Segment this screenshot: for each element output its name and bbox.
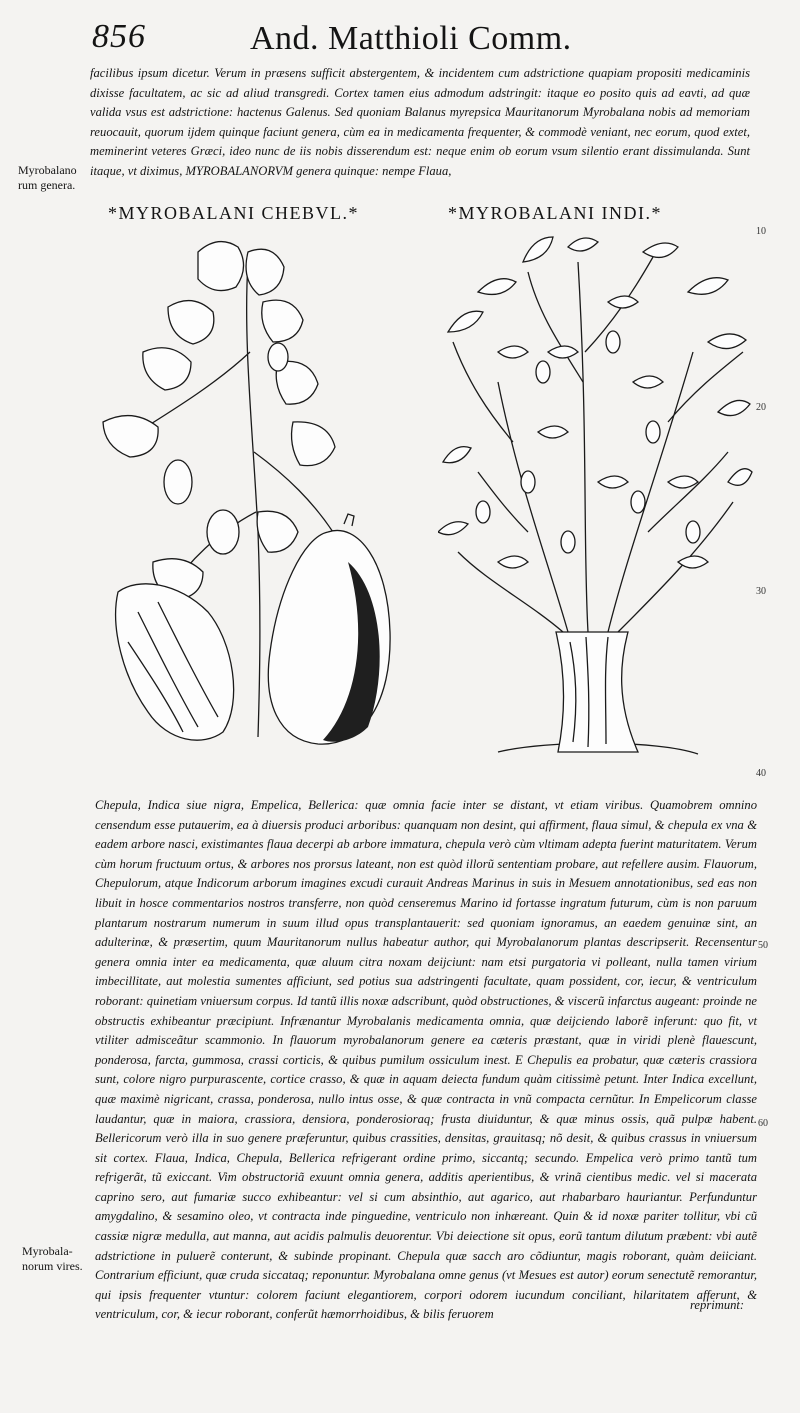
line-number: 50: [758, 940, 768, 951]
catchword: reprimunt:: [690, 1298, 745, 1312]
woodcut-myrobalani-chebul: [98, 232, 398, 752]
line-number: 10: [756, 226, 766, 237]
woodcut-myrobalani-indi: [438, 232, 756, 772]
margin-note-vires: Myrobala- norum vires.: [22, 1244, 83, 1273]
page-number: 856: [92, 18, 146, 55]
line-number: 30: [756, 586, 766, 597]
line-number: 60: [758, 1118, 768, 1129]
margin-note-genera: Myrobalano rum genera.: [18, 163, 77, 192]
figure-title-indi: *MYROBALANI INDI.*: [448, 203, 662, 223]
line-number: 40: [756, 768, 766, 779]
paragraph-top: facilibus ipsum dicetur. Verum in præsens sufficit abstergentem, & incidentem cum adstrictione quapiam propositi medicaminis dixisse facultatem, ac sic ad aliud transgredi. Cortex tamen eius admodum adstringit: itaque eo posito quis ad eavti, ad quæ valida vsus est adstrictione: hactenus Galenus. Sed quoniam Balanus myrepsica Mauritanorum Myrobalana nobis ad memoriam reuocauit, quorum ijdem quinque faciunt genera, cùm ea in medicamenta frequenter, & commodè veniant, nec eorum, quod extet, meminerint veteres Græci, ideo nunc de iis nobis disserendum est: neque enim ob eorum vsum silentio erant dissimulanda. Sunt itaque, vt diximus, MYROBALANORVM genera quinque: nempe Flaua,: [90, 66, 750, 178]
paragraph-main: Chepula, Indica siue nigra, Empelica, Bellerica: quæ omnia facie inter se distant, vt etiam viribus. Quamobrem omnino censendum esse putauerim, ea à diuersis produci arboribus: quanquam non desint, qui affirment, flaua simul, & chepula ex vna & eadem arbore nasci, existimantes flaua decerpi ab arbore immatura, chepula verò cùm vltimam adepta fuerint maturitatem. Verum cùm horum fructuum ortus, & arbores nos prorsus lateant, non est quòd illorũ sententiam probare, aut refellere ausim. Flauorum, Chepulorum, atque Indicorum arborum imagines excudi curauit Andreas Marinus in suis in Mesuem annotationibus, sed eas non libuit in hosce commentarios nostros transferre, non quòd censeremus Marino id fortasse ingratum futurum, cùm is non paruum plantarum nostrarum numerum in suum illud opus transplantauerit: sed quoniam ignoramus, an eaedem genuinæ sint, an adulterinæ, & præsertim, quum Mauritanorum nullus habeatur author, qui Myrobalanorum plantas descripserit. Recensentur genera omnia inter ea medicamenta, quæ aluum citra noxam deijciunt: nam etsi purgatoria vi polleant, nulla tamen virium imbecillitate, aut molestia sumentes afficiunt, sed potius sua adstringenti facultate, quam possident, cor, iecur, & ventriculum roborant: quinetiam vniuersum corpus. Id tantũ illis noxæ adscribunt, quòd obstructiones, & viscerũ infarctus augeant: proinde ne obstructis exhibeantur præcipiunt. Infrænantur Myrobalanis medicamenta omnia, quæ deijciendo laborẽ inferunt: quo fit, vt vtiliter admisceãtur scammonio. In flauorum myrobalanorum genere ea cæteris præstant, quæ in viridi plenè flauescunt, ponderosa, farcta, gummosa, crassi corticis, & quibus pumilum ossiculum inest. E Chepulis ea probatur, quæ cæteris crassiora sunt, colore nigro purpurascente, cortice crasso, & quæ in aquam deiecta fundum quàm citissimè petunt. Inter Indica excellunt, quæ maximè nigricant, crassa, ponderosa, nullo intus osse, & quæ contracta in vnũ compacta cernũtur. In Empelicorum classe laudantur, quæ in maiora, crassiora, densiora, ponderosioraq; frusta diuiduntur, & quæ minus ossis, quã pulpæ habent. Bellericorum verò illa in suo genere præferuntur, quibus crassities, densitas, grauitasq; nõ desit, & quibus crassus in vniuersum sit cortex. Flaua, Indica, Chepula, Bellerica refrigerant ordine primo, siccantq; secundo. Empelica verò primo tantũ tum refrigerãt, tũ exiccant. Vim obstructoriã exuunt omnia genera, additis aperientibus, & vrinã cientibus medic. vel si macerata caprino sero, aut fumariæ succo exhibeantur: vel si cum absinthio, aut agarico, aut rhabarbaro hauriantur. Perfunduntur amygdalino, & sesamino oleo, vt contracta inde pinguedine, ventriculo non inhæreant. Quin & id noxæ pariter tollitur, vbi cũ cassiæ nigræ medulla, aut manna, aut acidis palmulis deuorentur. Vbi deiectione sit opus, eorũ tantum dilutum præbent: vbi autẽ adstrictione in puluerẽ conterunt, & subinde propinant. Chepula quæ sacch aro cõdiuntur, magis roborant, quàm deiiciant. Contrarium efficiunt, quæ cruda siccataq; reponuntur. Myrobalana omne genus (vt Mesues est autor) eorum senectutẽ remorantur, qui ipsis frequenter vtuntur: colorem faciunt elegantiorem, corpori odorem iucundum conciliant, hilaritatem afferunt, & ventriculum, cor, & iecur roborant, conferũt hæmorrhoidibus, & bilis feruorem: [95, 798, 757, 1322]
figure-title-chebul: *MYROBALANI CHEBVL.*: [108, 203, 360, 223]
line-number: 20: [756, 402, 766, 413]
running-title: And. Matthioli Comm.: [250, 20, 572, 57]
